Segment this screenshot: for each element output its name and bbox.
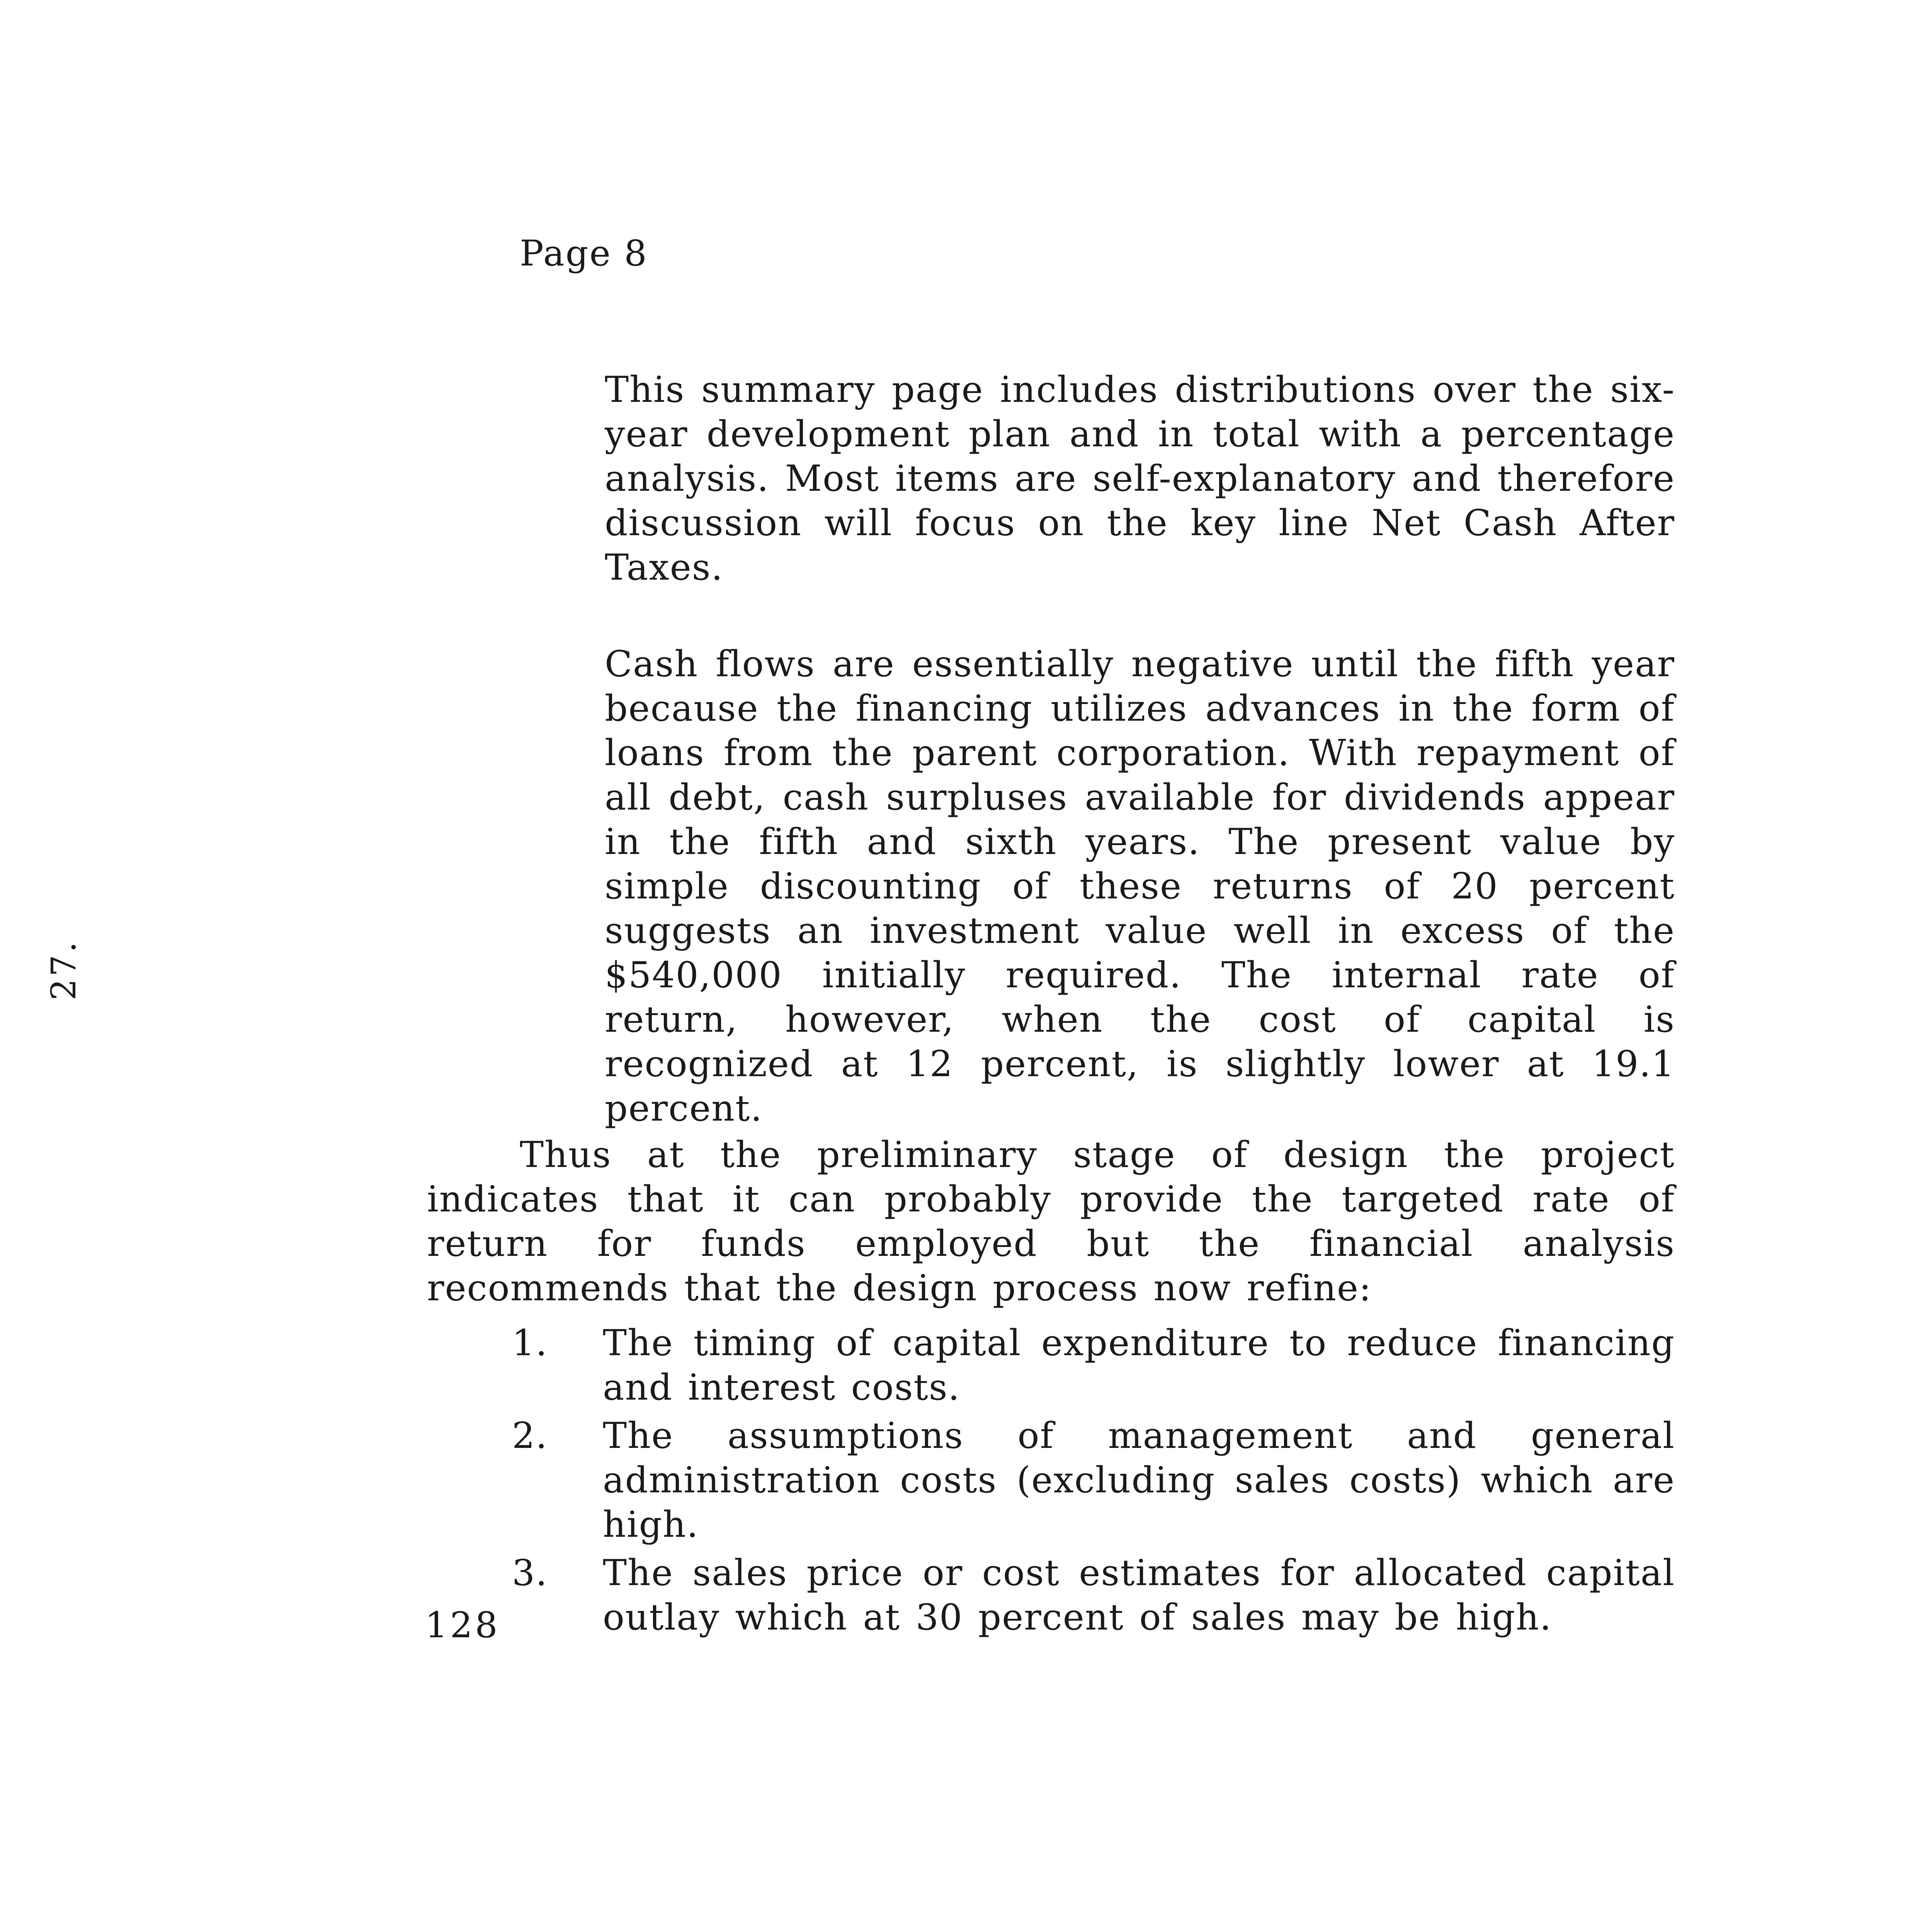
list-item-text: The sales price or cost estimates for allocated capital outlay which at 30 percent of sales may be high. [603, 1552, 1675, 1638]
page-label: Page 8 [520, 233, 648, 274]
paragraph-conclusion: Thus at the preliminary stage of design the project indicates that it can probably provide the targeted rate of return for funds employed but the financial analysis recommends that the design process now refine: [427, 1134, 1675, 1309]
list-item-number: 1. [512, 1322, 548, 1364]
recommendations-list [512, 1321, 1675, 1643]
list-item-text: The assumptions of management and general administration costs (excluding sales costs) which are high. [603, 1415, 1675, 1545]
paragraph-summary: This summary page includes distributions over the six-year development plan and in total with a percentage analysis. Most items are self-explanatory and therefore discussion will focus on the key line Net Cash After Taxes. [605, 369, 1675, 588]
footer-page-number: 128 [425, 1604, 500, 1646]
list-item-number: 3. [512, 1552, 548, 1594]
list-item [512, 1321, 1675, 1410]
list-item [512, 1551, 1675, 1640]
list-item-text: The timing of capital expenditure to reduce financing and interest costs. [603, 1322, 1675, 1408]
list-item-number: 2. [512, 1415, 548, 1456]
list-item [512, 1414, 1675, 1547]
margin-side-number: 27. [44, 939, 83, 1000]
paragraph-cash-flows: Cash flows are essentially negative until the fifth year because the financing utilizes advances in the form of loans from the parent corporation. With repayment of all debt, cash surpluses available for dividends appear in the fifth and sixth years. The present value by simple discounting of these returns of 20 percent suggests an investment value well in excess of the $540,000 initially required. The internal rate of return, however, when the cost of capital is recognized at 12 percent, is slightly lower at 19.1 percent. [605, 643, 1675, 1129]
